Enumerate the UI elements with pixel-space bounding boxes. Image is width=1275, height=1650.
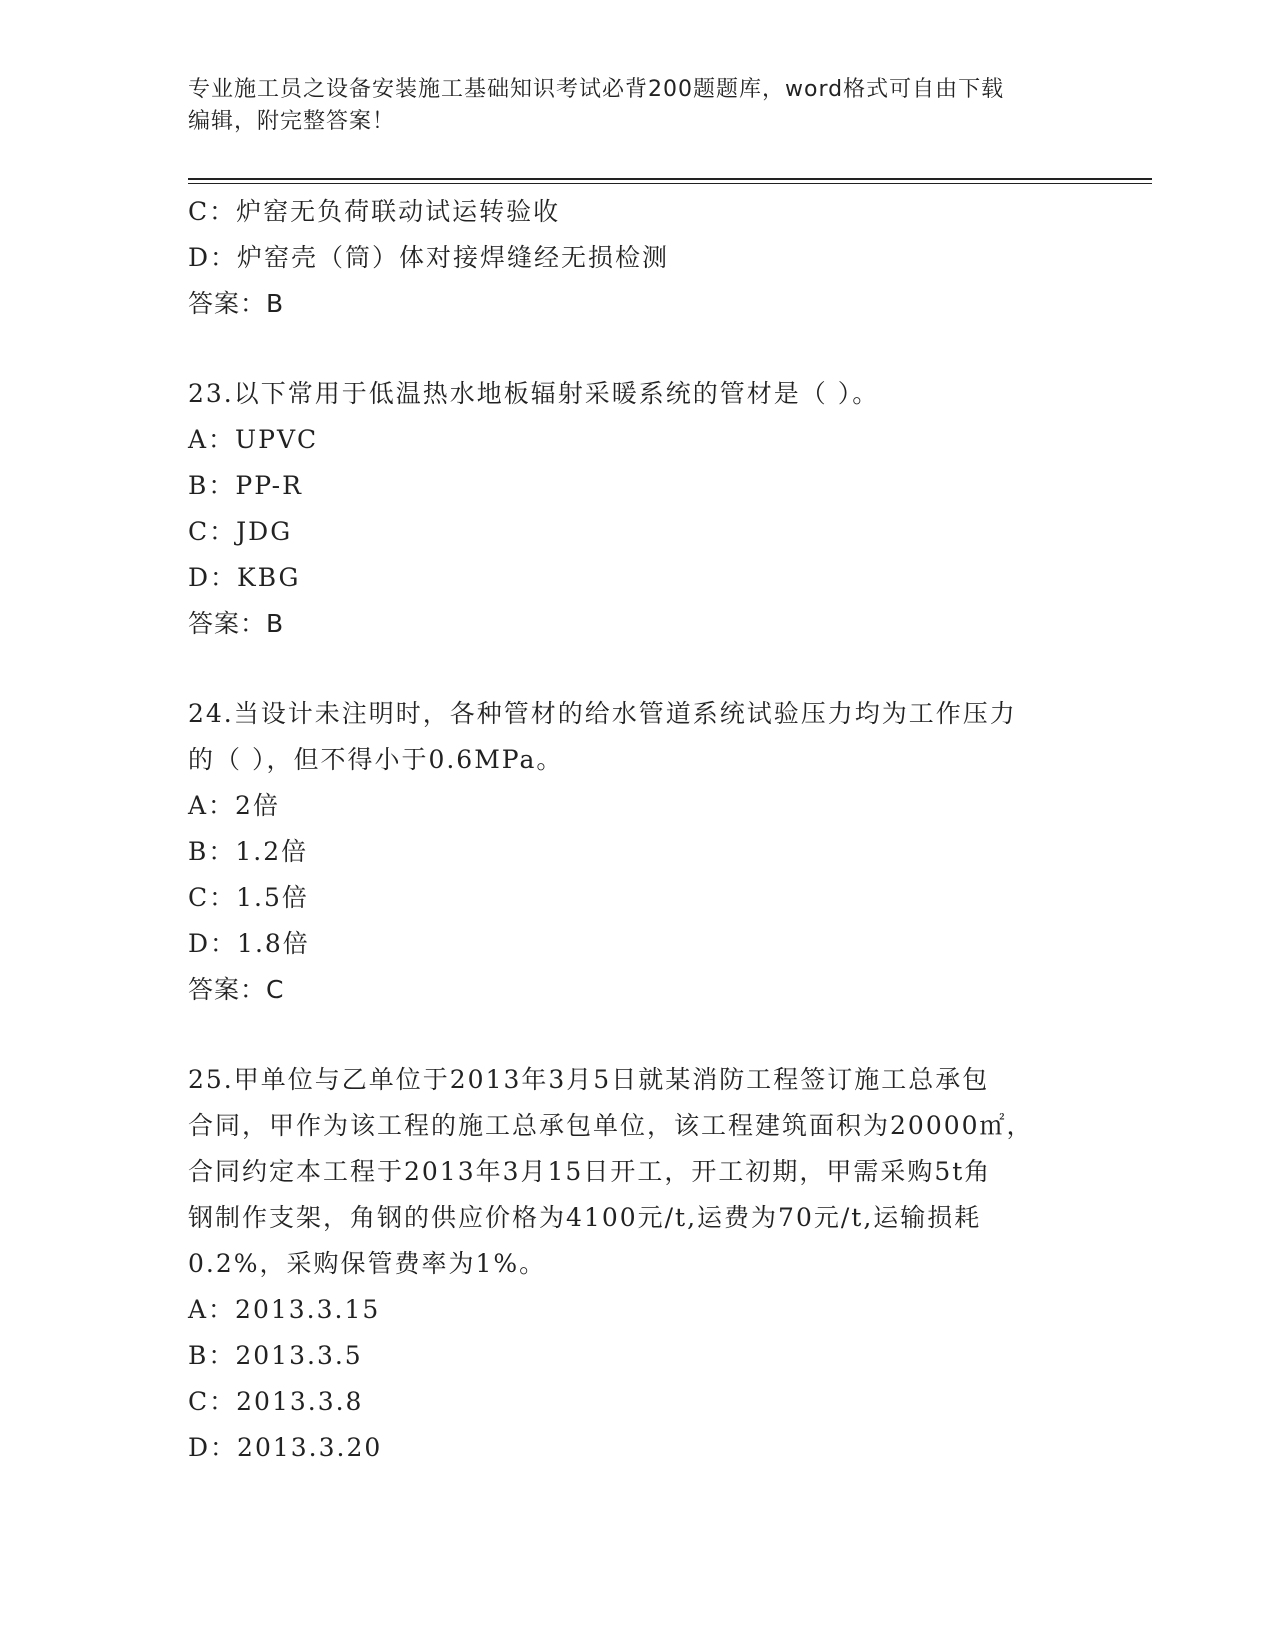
q23-stem: 23.以下常用于低温热水地板辐射采暖系统的管材是（ ）。 <box>188 379 880 408</box>
q24-option-b: B：1.2倍 <box>188 837 309 866</box>
question-22 <box>188 189 1088 327</box>
q25-stem-line-1: 25.甲单位与乙单位于2013年3月5日就某消防工程签订施工总承包 <box>188 1065 990 1094</box>
question-25 <box>188 1057 1088 1471</box>
q25-stem-line-5: 0.2%，采购保管费率为1%。 <box>188 1249 547 1278</box>
page-header <box>188 74 1068 138</box>
question-23 <box>188 371 1088 647</box>
spacer <box>188 1013 1088 1057</box>
q24-answer: 答案：C <box>188 975 285 1004</box>
q24-option-c: C：1.5倍 <box>188 883 309 912</box>
q22-option-d: D：炉窑壳（筒）体对接焊缝经无损检测 <box>188 243 670 272</box>
q24-option-d: D：1.8倍 <box>188 929 310 958</box>
header-divider-thin <box>188 183 1152 184</box>
q23-option-c: C：JDG <box>188 517 293 546</box>
q25-stem-line-2: 合同，甲作为该工程的施工总承包单位，该工程建筑面积为20000㎡， <box>188 1111 1034 1140</box>
q24-stem-line-1: 24.当设计未注明时，各种管材的给水管道系统试验压力均为工作压力 <box>188 699 1017 728</box>
header-title-line-2: 编辑，附完整答案！ <box>188 109 396 134</box>
question-24 <box>188 691 1088 1013</box>
spacer <box>188 327 1088 371</box>
q23-option-d: D：KBG <box>188 563 301 592</box>
q25-option-c: C：2013.3.8 <box>188 1387 364 1416</box>
q23-option-a: A：UPVC <box>188 425 319 454</box>
q25-option-d: D：2013.3.20 <box>188 1433 383 1462</box>
header-divider-thick <box>188 178 1152 180</box>
q23-answer: 答案：B <box>188 609 285 638</box>
q23-option-b: B：PP-R <box>188 471 303 500</box>
q25-stem-line-4: 钢制作支架，角钢的供应价格为4100元/t,运费为70元/t,运输损耗 <box>188 1203 982 1232</box>
header-title-line-1: 专业施工员之设备安装施工基础知识考试必背200题题库，word格式可自由下载 <box>188 77 1005 102</box>
q24-stem-line-2: 的（ ），但不得小于0.6MPa。 <box>188 745 564 774</box>
q22-answer: 答案：B <box>188 289 285 318</box>
document-body <box>188 189 1088 1471</box>
q25-option-a: A：2013.3.15 <box>188 1295 381 1324</box>
spacer <box>188 647 1088 691</box>
q25-stem-line-3: 合同约定本工程于2013年3月15日开工，开工初期，甲需采购5t角 <box>188 1157 992 1186</box>
q22-option-c: C：炉窑无负荷联动试运转验收 <box>188 197 561 226</box>
q25-option-b: B：2013.3.5 <box>188 1341 363 1370</box>
q24-option-a: A：2倍 <box>188 791 280 820</box>
